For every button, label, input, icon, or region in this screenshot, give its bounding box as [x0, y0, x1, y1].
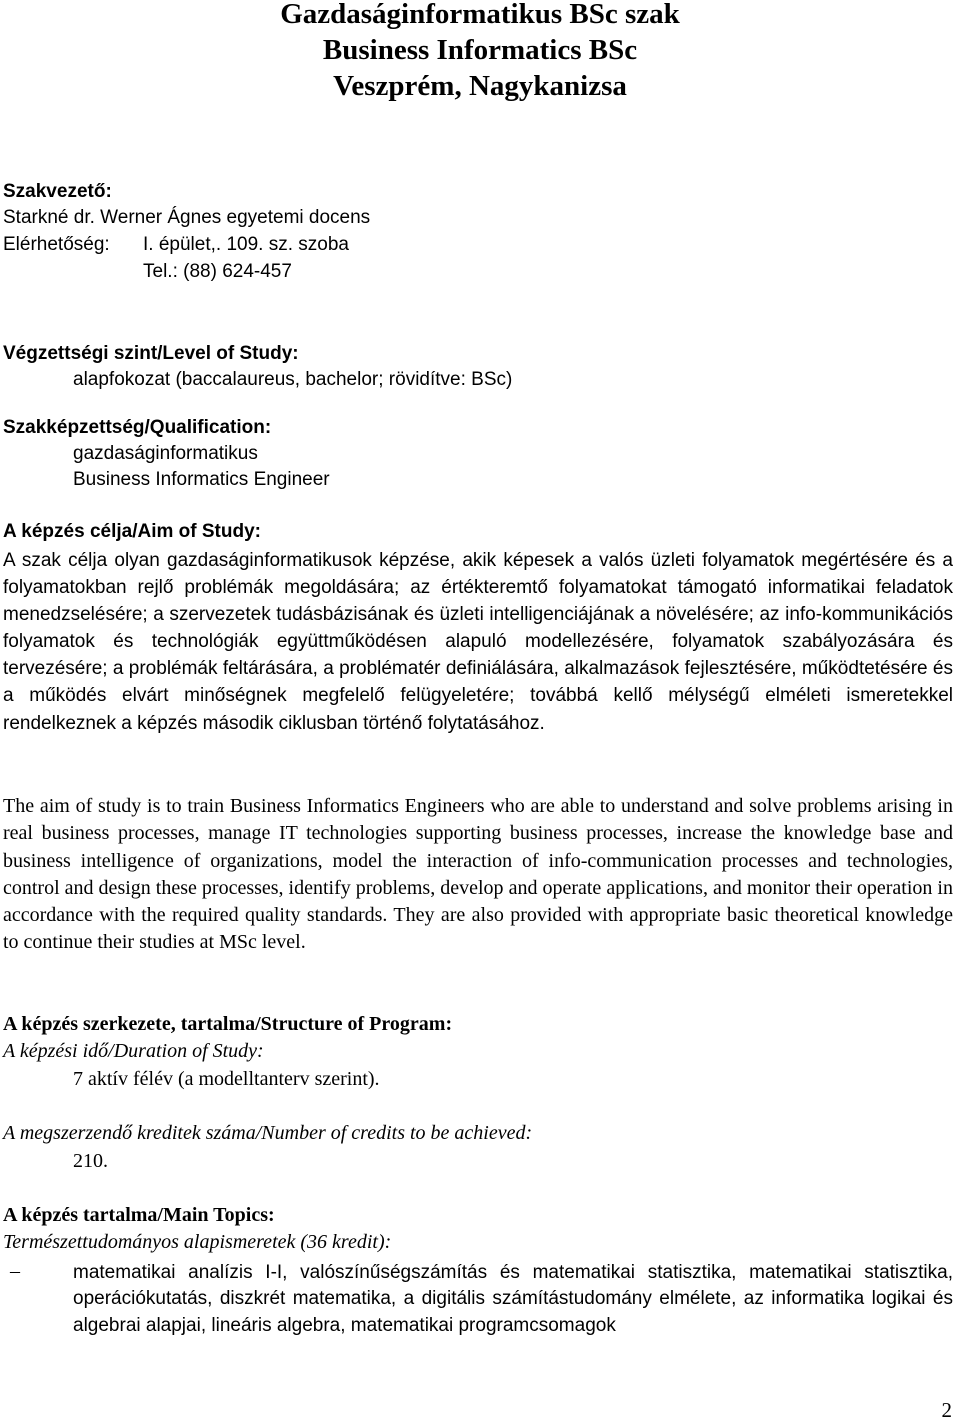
- page-number: 2: [941, 1398, 952, 1422]
- contact-label: Elérhetőség:: [3, 234, 110, 255]
- contact-room: I. épület,. 109. sz. szoba: [143, 234, 349, 255]
- duration-value: 7 aktív félév (a modelltanterv szerint).: [73, 1068, 380, 1090]
- qualification-value-en: Business Informatics Engineer: [73, 469, 330, 490]
- structure-heading: A képzés szerkezete, tartalma/Structure of Program:: [3, 1013, 453, 1035]
- list-bullet-dash: –: [10, 1260, 20, 1282]
- credits-label: A megszerzendő kreditek száma/Number of credits to be achieved:: [3, 1122, 533, 1144]
- duration-label: A képzési idő/Duration of Study:: [3, 1040, 264, 1062]
- contact-phone: Tel.: (88) 624-457: [143, 261, 292, 282]
- leader-name: Starkné dr. Werner Ágnes egyetemi docens: [3, 207, 371, 228]
- qualification-heading: Szakképzettség/Qualification:: [3, 417, 272, 438]
- topic-list-item: matematikai analízis I-I, valószínűségszámítás és matematikai statisztika, matematikai statisztika, operációkutatás, diszkrét matematika, a digitális számítástudomány elmélete, az informatika logikai és algebrai alapjai, lineáris algebra, matematikai programcsomagok: [73, 1262, 953, 1336]
- topics-heading: A képzés tartalma/Main Topics:: [3, 1204, 275, 1226]
- page-title-line-1: Gazdaságinformatikus BSc szak: [280, 0, 680, 30]
- leader-heading: Szakvezető:: [3, 181, 112, 202]
- credits-value: 210.: [73, 1150, 108, 1172]
- aim-heading: A képzés célja/Aim of Study:: [3, 521, 261, 542]
- level-heading: Végzettségi szint/Level of Study:: [3, 343, 299, 364]
- topics-group-label: Természettudományos alapismeretek (36 kredit):: [3, 1231, 392, 1253]
- qualification-value-hu: gazdaságinformatikus: [73, 443, 258, 464]
- level-value: alapfokozat (baccalaureus, bachelor; rövidítve: BSc): [73, 369, 513, 390]
- aim-text-hungarian: A szak célja olyan gazdaságinformatikusok képzése, akik képesek a valós üzleti folyamatok megértésére és a folyamatokban rejlő problémák megoldására; az értékteremtő folyamatokat támogató informatikai feladatok menedzselésére; a szervezetek tudásbázisának és üzleti intelligenciájának a növelésére; az info-kommunikációs folyamatok és technológiák együttműködésen alapuló modellezésére, folyamatok szabályozására és tervezésére; a problémák feltárására, a problématér definiálására, alkalmazások fejlesztésére, működtetésére és a működés elvárt minőségnek megfelelő felügyeletére; továbbá kellő mélységű elméleti ismeretekkel rendelkeznek a képzés második ciklusban történő folytatásához.: [3, 550, 953, 734]
- page-title-line-3: Veszprém, Nagykanizsa: [333, 70, 627, 102]
- page-title-line-2: Business Informatics BSc: [322, 34, 638, 66]
- aim-text-english: The aim of study is to train Business Informatics Engineers who are able to understand and solve problems arising in real business processes, manage IT technologies supporting business processes, increase the knowledge base and business intelligence of organizations, model the interaction of info-communication processes and technologies, control and design these processes, identify problems, develop and operate applications, and monitor their operation in accordance with the required quality standards. They are also provided with appropriate basic theoretical knowledge to continue their studies at MSc level.: [3, 795, 953, 954]
